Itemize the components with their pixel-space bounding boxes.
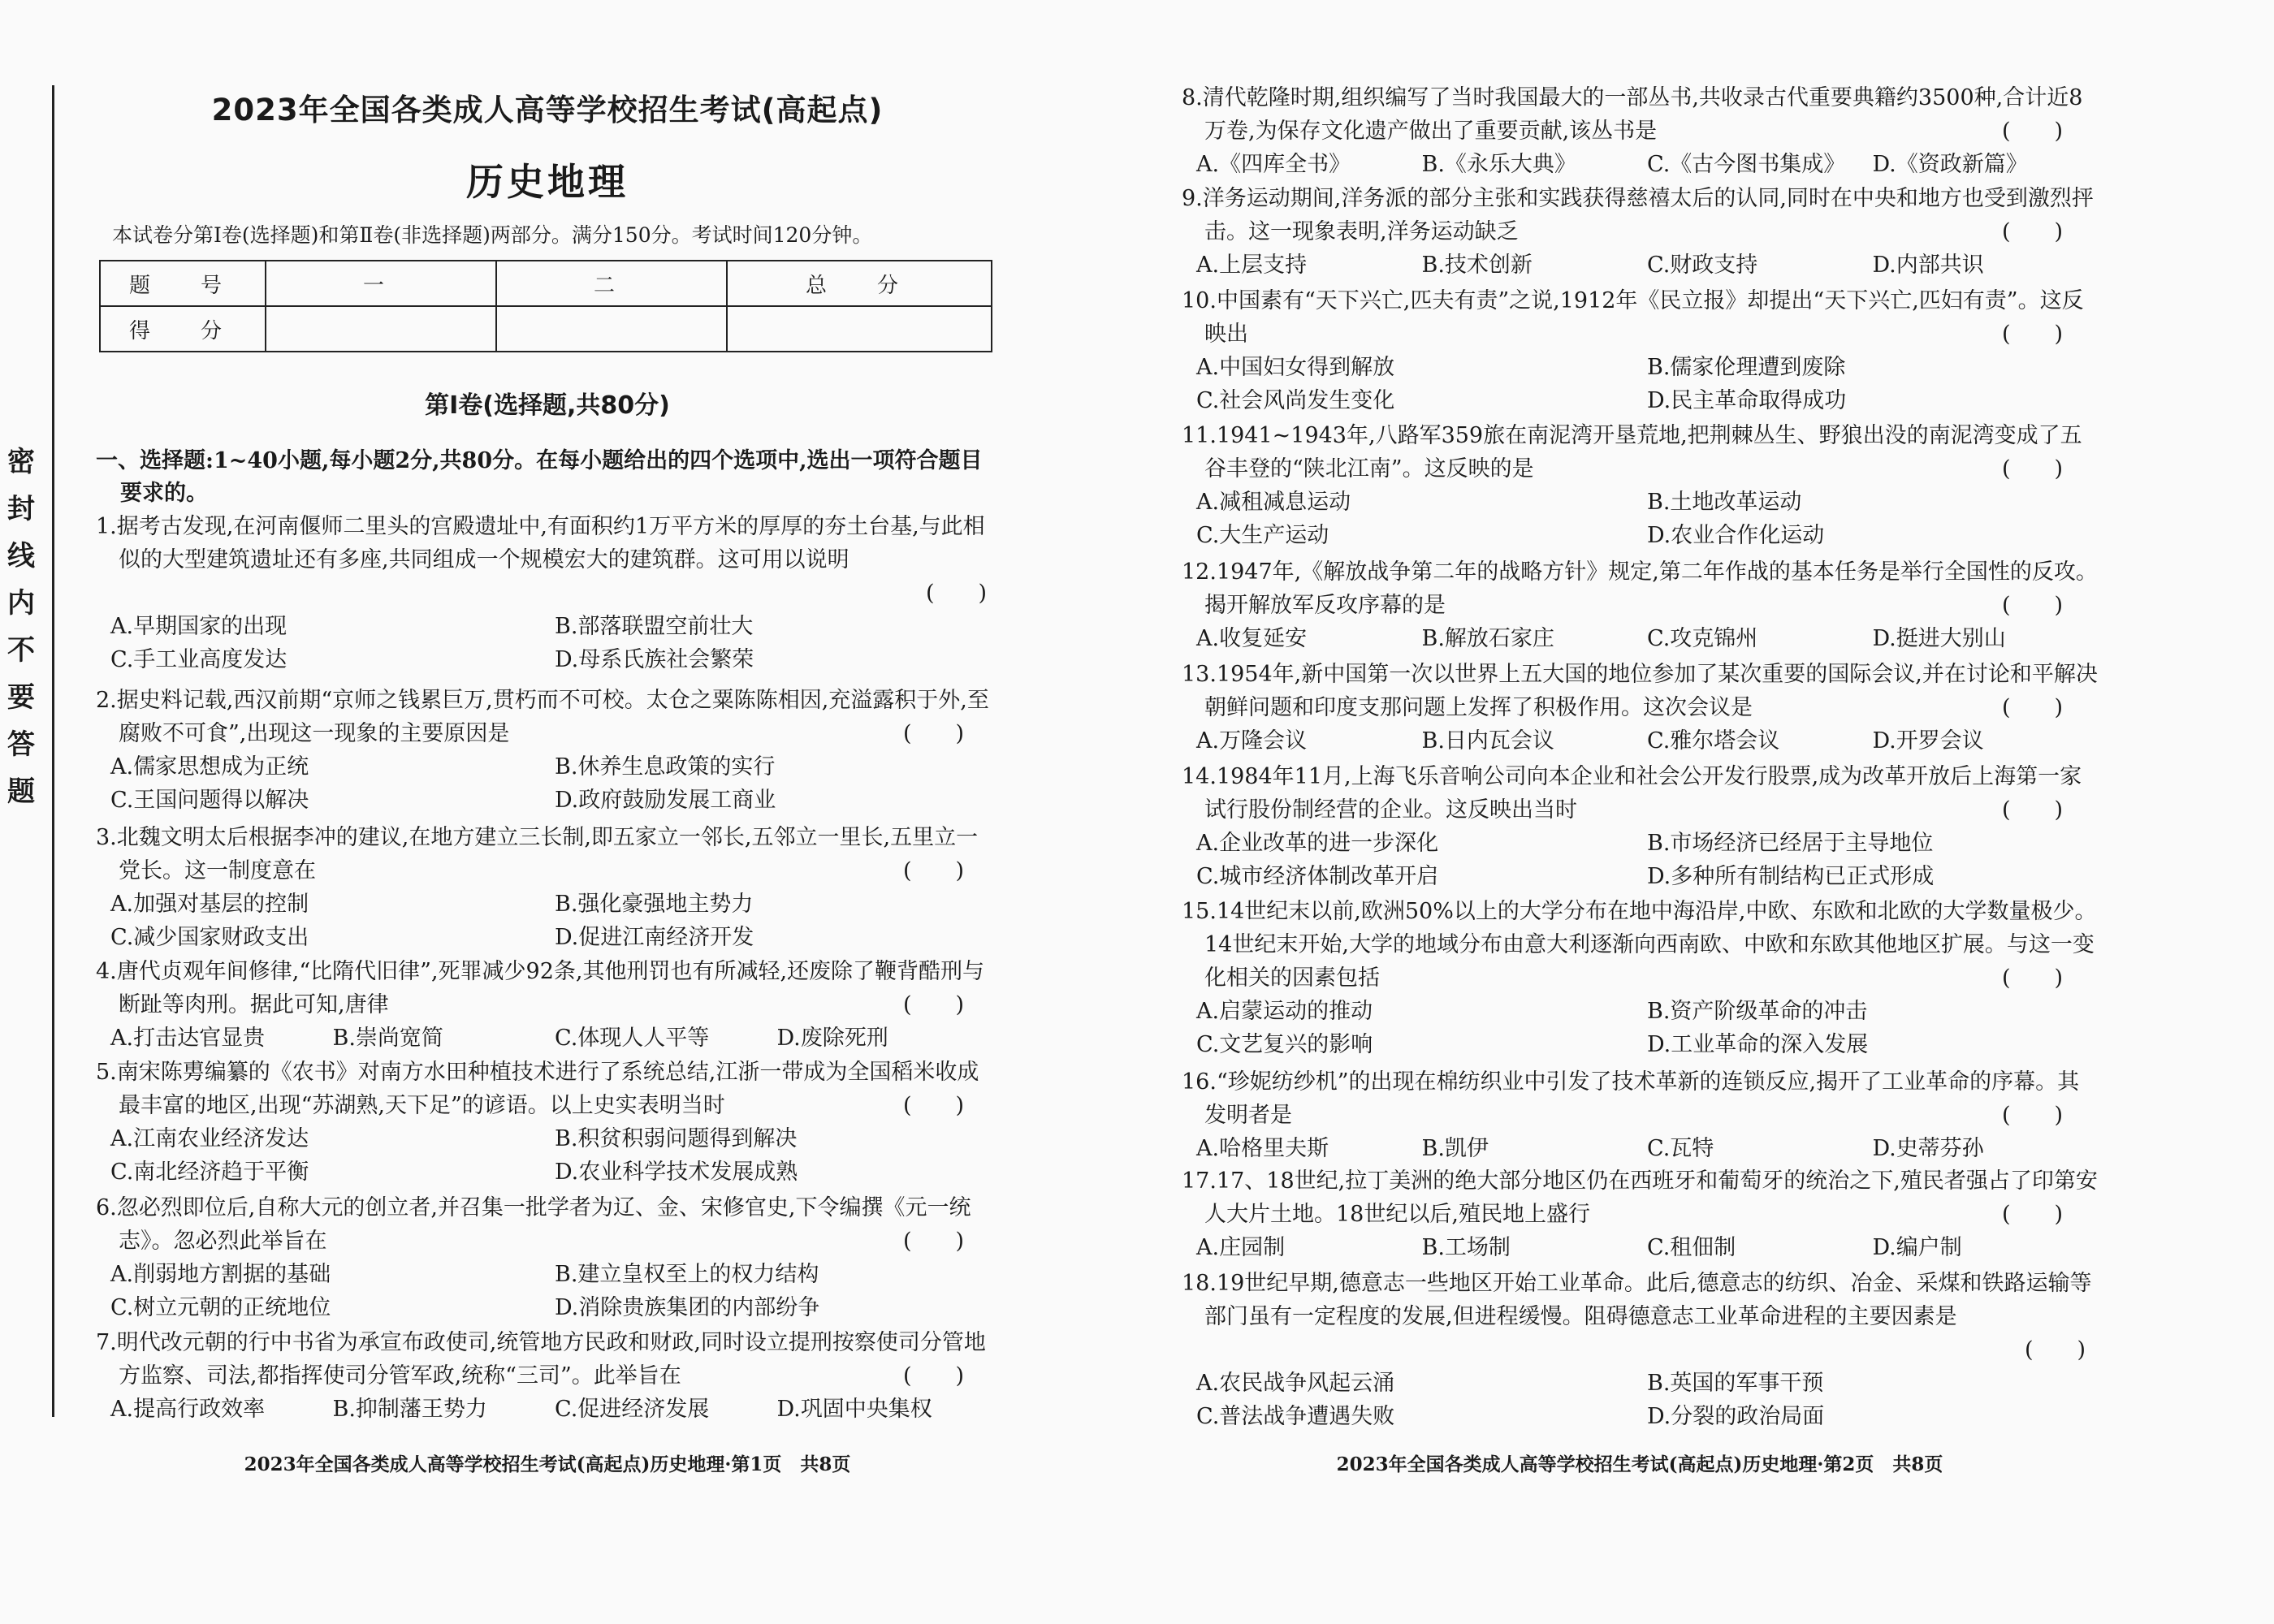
option-a[interactable]: A.庄园制 <box>1196 1235 1286 1260</box>
answer-paren: ( ) <box>2002 593 2064 618</box>
answer-paren: ( ) <box>2002 219 2064 244</box>
page-footer: 2023年全国各类成人高等学校招生考试(高起点)历史地理·第2页 共8页 <box>1336 1453 1943 1475</box>
option-a[interactable]: A.《四库全书》 <box>1196 152 1351 177</box>
question-stem: 11.1941~1943年,八路军359旅在南泥湾开垦荒地,把荆棘丛生、野狼出没的南泥湾变成了五谷丰登的“陕北江南”。这反映的是 <box>1182 423 2082 482</box>
score-cell-1[interactable] <box>266 306 496 352</box>
option-c[interactable]: C.王国问题得以解决 <box>110 788 309 813</box>
option-c[interactable]: C.树立元朝的正统地位 <box>110 1295 331 1320</box>
page-footer: 2023年全国各类成人高等学校招生考试(高起点)历史地理·第1页 共8页 <box>244 1453 851 1475</box>
option-a[interactable]: A.收复延安 <box>1196 626 1308 651</box>
question-11 <box>1182 419 2098 552</box>
option-a[interactable]: A.打击达官显贵 <box>110 1026 266 1051</box>
option-b[interactable]: B.建立皇权至上的权力结构 <box>555 1262 819 1287</box>
option-a[interactable]: A.万隆会议 <box>1196 728 1308 754</box>
option-d[interactable]: D.农业合作化运动 <box>1647 523 1825 548</box>
question-stem: 12.1947年,《解放战争第二年的战略方针》规定,第二年作战的基本任务是举行全国性的反攻。揭开解放军反攻序幕的是 <box>1182 559 2098 618</box>
question-stem: 2.据史料记载,西汉前期“京师之钱累巨万,贯朽而不可校。太仓之粟陈陈相因,充溢露积于外,至腐败不可食”,出现这一现象的主要原因是 <box>96 688 989 746</box>
question-2 <box>96 684 999 817</box>
question-8 <box>1182 81 2098 181</box>
option-c[interactable]: C.社会风尚发生变化 <box>1196 388 1395 413</box>
answer-paren: ( ) <box>903 1093 965 1118</box>
question-stem: 9.洋务运动期间,洋务派的部分主张和实践获得慈禧太后的认同,同时在中央和地方也受到激烈抨击。这一现象表明,洋务运动缺乏 <box>1182 186 2094 244</box>
option-b[interactable]: B.部落联盟空前壮大 <box>555 614 754 639</box>
option-c[interactable]: C.体现人人平等 <box>555 1026 710 1051</box>
question-15 <box>1182 895 2098 1061</box>
option-a[interactable]: A.加强对基层的控制 <box>110 892 309 917</box>
question-14 <box>1182 760 2098 893</box>
question-stem: 4.唐代贞观年间修律,“比隋代旧律”,死罪减少92条,其他刑罚也有所减轻,还废除了鞭背酷刑与断趾等肉刑。据此可知,唐律 <box>96 959 985 1017</box>
answer-paren: ( ) <box>2002 797 2064 823</box>
answer-paren: ( ) <box>926 581 988 606</box>
answer-paren: ( ) <box>2002 965 2064 991</box>
option-d[interactable]: D.消除贵族集团的内部纷争 <box>555 1295 820 1320</box>
option-d[interactable]: D.挺进大别山 <box>1872 626 2006 651</box>
option-b[interactable]: B.《永乐大典》 <box>1421 152 1576 177</box>
answer-paren: ( ) <box>2002 695 2064 720</box>
option-b[interactable]: B.技术创新 <box>1421 253 1533 278</box>
question-6 <box>96 1191 999 1324</box>
question-stem: 14.1984年11月,上海飞乐音响公司向本企业和社会公开发行股票,成为改革开放后上海第一家试行股份制经营的企业。这反映出当时 <box>1182 764 2082 823</box>
option-d[interactable]: D.民主革命取得成功 <box>1647 388 1847 413</box>
exam-title: 2023年全国各类成人高等学校招生考试(高起点) <box>211 93 884 127</box>
answer-paren: ( ) <box>2002 1103 2064 1128</box>
option-d[interactable]: D.废除死刑 <box>776 1026 888 1051</box>
section1-instruction: 一、选择题:1~40小题,每小题2分,共80分。在每小题给出的四个选项中,选出一项符合题目要求的。 <box>96 448 983 506</box>
option-c[interactable]: C.文艺复兴的影响 <box>1196 1032 1373 1057</box>
question-7 <box>96 1326 999 1426</box>
option-a[interactable]: A.提高行政效率 <box>110 1397 266 1422</box>
option-c[interactable]: C.租佃制 <box>1647 1235 1736 1260</box>
option-d[interactable]: D.母系氏族社会繁荣 <box>555 647 754 672</box>
question-17 <box>1182 1164 2098 1264</box>
option-c[interactable]: C.手工业高度发达 <box>110 647 287 672</box>
option-c[interactable]: C.南北经济趋于平衡 <box>110 1160 309 1185</box>
question-9 <box>1182 182 2098 282</box>
option-c[interactable]: C.攻克锦州 <box>1647 626 1758 651</box>
answer-paren: ( ) <box>903 1363 965 1389</box>
question-1 <box>96 510 999 676</box>
option-b[interactable]: B.抑制藩王势力 <box>332 1397 487 1422</box>
question-10 <box>1182 284 2098 417</box>
option-a[interactable]: A.早期国家的出现 <box>110 614 287 639</box>
question-stem: 16.“珍妮纺纱机”的出现在棉纺织业中引发了技术革新的连锁反应,揭开了工业革命的序幕。其发明者是 <box>1182 1069 2080 1128</box>
option-d[interactable]: D.促进江南经济开发 <box>555 925 754 950</box>
score-table <box>99 260 992 352</box>
question-12 <box>1182 555 2098 655</box>
option-b[interactable]: B.资产阶级革命的冲击 <box>1647 999 1868 1024</box>
part1-title: 第Ⅰ卷(选择题,共80分) <box>425 391 670 420</box>
option-a[interactable]: A.江南农业经济发达 <box>110 1126 309 1151</box>
option-c[interactable]: C.雅尔塔会议 <box>1647 728 1780 754</box>
option-c[interactable]: C.普法战争遭遇失败 <box>1196 1404 1395 1429</box>
question-stem: 10.中国素有“天下兴亡,匹夫有责”之说,1912年《民立报》却提出“天下兴亡,匹妇有责”。这反映出 <box>1182 288 2084 347</box>
question-stem: 5.南宋陈旉编纂的《农书》对南方水田种植技术进行了系统总结,江浙一带成为全国稻米收成最丰富的地区,出现“苏湖熟,天下足”的谚语。以上史实表明当时 <box>96 1060 979 1118</box>
option-b[interactable]: B.强化豪强地主势力 <box>555 892 754 917</box>
question-stem: 3.北魏文明太后根据李冲的建议,在地方建立三长制,即五家立一邻长,五邻立一里长,五里立一党长。这一制度意在 <box>96 825 979 883</box>
question-stem: 13.1954年,新中国第一次以世界上五大国的地位参加了某次重要的国际会议,并在讨论和平解决朝鲜问题和印度支那问题上发挥了积极作用。这次会议是 <box>1182 662 2098 720</box>
question-stem: 6.忽必烈即位后,自称大元的创立者,并召集一批学者为辽、金、宋修官史,下令编撰《元一统志》。忽必烈此举旨在 <box>96 1195 971 1254</box>
option-d[interactable]: D.农业科学技术发展成熟 <box>555 1160 798 1185</box>
answer-paren: ( ) <box>2025 1337 2086 1363</box>
question-13 <box>1182 658 2098 758</box>
question-stem: 17.17、18世纪,拉丁美洲的绝大部分地区仍在西班牙和葡萄牙的统治之下,殖民者强占了印第安人大片土地。18世纪以后,殖民地上盛行 <box>1182 1168 2098 1227</box>
option-b[interactable]: B.英国的军事干预 <box>1647 1371 1824 1396</box>
option-d[interactable]: D.史蒂芬孙 <box>1872 1136 1984 1161</box>
question-stem: 8.清代乾隆时期,组织编写了当时我国最大的一部丛书,共收录古代重要典籍约3500种,合计近8万卷,为保存文化遗产做出了重要贡献,该丛书是 <box>1182 85 2083 144</box>
seal-line-notice: 密 封 线 内 不 要 答 题 <box>7 446 35 808</box>
question-18 <box>1182 1267 2098 1433</box>
option-d[interactable]: D.多种所有制结构已正式形成 <box>1647 864 1935 889</box>
question-4 <box>96 955 999 1055</box>
answer-paren: ( ) <box>2002 119 2064 144</box>
question-stem: 15.14世纪末以前,欧洲50%以上的大学分布在地中海沿岸,中欧、东欧和北欧的大学数量极少。14世纪末开始,大学的地域分布由意大利逐渐向西南欧、中欧和东欧其他地区扩展。与这一变化相关的因素包括 <box>1182 899 2097 991</box>
option-b[interactable]: B.土地改革运动 <box>1647 490 1802 515</box>
option-b[interactable]: B.工场制 <box>1421 1235 1511 1260</box>
option-a[interactable]: A.减租减息运动 <box>1196 490 1351 515</box>
option-a[interactable]: A.企业改革的进一步深化 <box>1196 831 1439 856</box>
score-cell-2[interactable] <box>496 306 727 352</box>
option-d[interactable]: D.开罗会议 <box>1872 728 1984 754</box>
subject-title: 历史地理 <box>466 160 629 204</box>
score-header-total: 总 分 <box>727 261 992 306</box>
answer-paren: ( ) <box>903 721 965 746</box>
option-d[interactable]: D.巩固中央集权 <box>776 1397 932 1422</box>
option-c[interactable]: C.大生产运动 <box>1196 523 1329 548</box>
option-a[interactable]: A.中国妇女得到解放 <box>1196 355 1395 380</box>
question-stem: 7.明代改元朝的行中书省为承宣布政使司,统管地方民政和财政,同时设立提刑按察使司分管地方监察、司法,都指挥使司分管军政,统称“三司”。此举旨在 <box>96 1330 986 1389</box>
option-d[interactable]: D.工业革命的深入发展 <box>1647 1032 1869 1057</box>
binding-line <box>52 85 54 1417</box>
score-cell-total[interactable] <box>727 306 992 352</box>
option-b[interactable]: B.日内瓦会议 <box>1421 728 1554 754</box>
option-c[interactable]: C.瓦特 <box>1647 1136 1714 1161</box>
option-d[interactable]: D.编户制 <box>1872 1235 1962 1260</box>
option-c[interactable]: C.《古今图书集成》 <box>1647 152 1846 177</box>
exam-notice: 本试卷分第Ⅰ卷(选择题)和第Ⅱ卷(非选择题)两部分。满分150分。考试时间120分钟。 <box>112 223 873 247</box>
score-header-label: 题 号 <box>100 261 266 306</box>
question-stem: 18.19世纪早期,德意志一些地区开始工业革命。此后,德意志的纺织、冶金、采煤和铁路运输等部门虽有一定程度的发展,但进程缓慢。阻碍德意志工业革命进程的主要因素是 <box>1182 1271 2092 1329</box>
answer-paren: ( ) <box>2002 322 2064 347</box>
answer-paren: ( ) <box>2002 1202 2064 1227</box>
option-b[interactable]: B.凯伊 <box>1421 1136 1489 1161</box>
option-b[interactable]: B.休养生息政策的实行 <box>555 754 776 780</box>
option-b[interactable]: B.崇尚宽简 <box>332 1026 443 1051</box>
option-a[interactable]: A.上层支持 <box>1196 253 1308 278</box>
option-b[interactable]: B.市场经济已经居于主导地位 <box>1647 831 1934 856</box>
answer-paren: ( ) <box>903 858 965 883</box>
question-16 <box>1182 1065 2098 1165</box>
option-b[interactable]: B.儒家伦理遭到废除 <box>1647 355 1846 380</box>
option-a[interactable]: A.启蒙运动的推动 <box>1196 999 1373 1024</box>
option-d[interactable]: D.《资政新篇》 <box>1872 152 2028 177</box>
answer-paren: ( ) <box>903 992 965 1017</box>
option-b[interactable]: B.积贫积弱问题得到解决 <box>555 1126 798 1151</box>
score-header-1: 一 <box>266 261 496 306</box>
option-c[interactable]: C.城市经济体制改革开启 <box>1196 864 1439 889</box>
option-a[interactable]: A.削弱地方割据的基础 <box>110 1262 331 1287</box>
option-a[interactable]: A.儒家思想成为正统 <box>110 754 309 780</box>
option-d[interactable]: D.政府鼓励发展工商业 <box>555 788 776 813</box>
score-header-2: 二 <box>496 261 727 306</box>
question-stem: 1.据考古发现,在河南偃师二里头的宫殿遗址中,有面积约1万平方米的厚厚的夯土台基,与此相似的大型建筑遗址还有多座,共同组成一个规模宏大的建筑群。这可用以说明 <box>96 514 985 572</box>
option-d[interactable]: D.分裂的政治局面 <box>1647 1404 1825 1429</box>
score-row-label: 得 分 <box>100 306 266 352</box>
option-c[interactable]: C.减少国家财政支出 <box>110 925 309 950</box>
answer-paren: ( ) <box>2002 456 2064 482</box>
answer-paren: ( ) <box>903 1229 965 1254</box>
question-5 <box>96 1056 999 1189</box>
option-b[interactable]: B.解放石家庄 <box>1421 626 1554 651</box>
option-a[interactable]: A.哈格里夫斯 <box>1196 1136 1329 1161</box>
option-c[interactable]: C.财政支持 <box>1647 253 1758 278</box>
option-a[interactable]: A.农民战争风起云涌 <box>1196 1371 1395 1396</box>
question-3 <box>96 821 999 954</box>
option-c[interactable]: C.促进经济发展 <box>555 1397 710 1422</box>
option-d[interactable]: D.内部共识 <box>1872 253 1984 278</box>
